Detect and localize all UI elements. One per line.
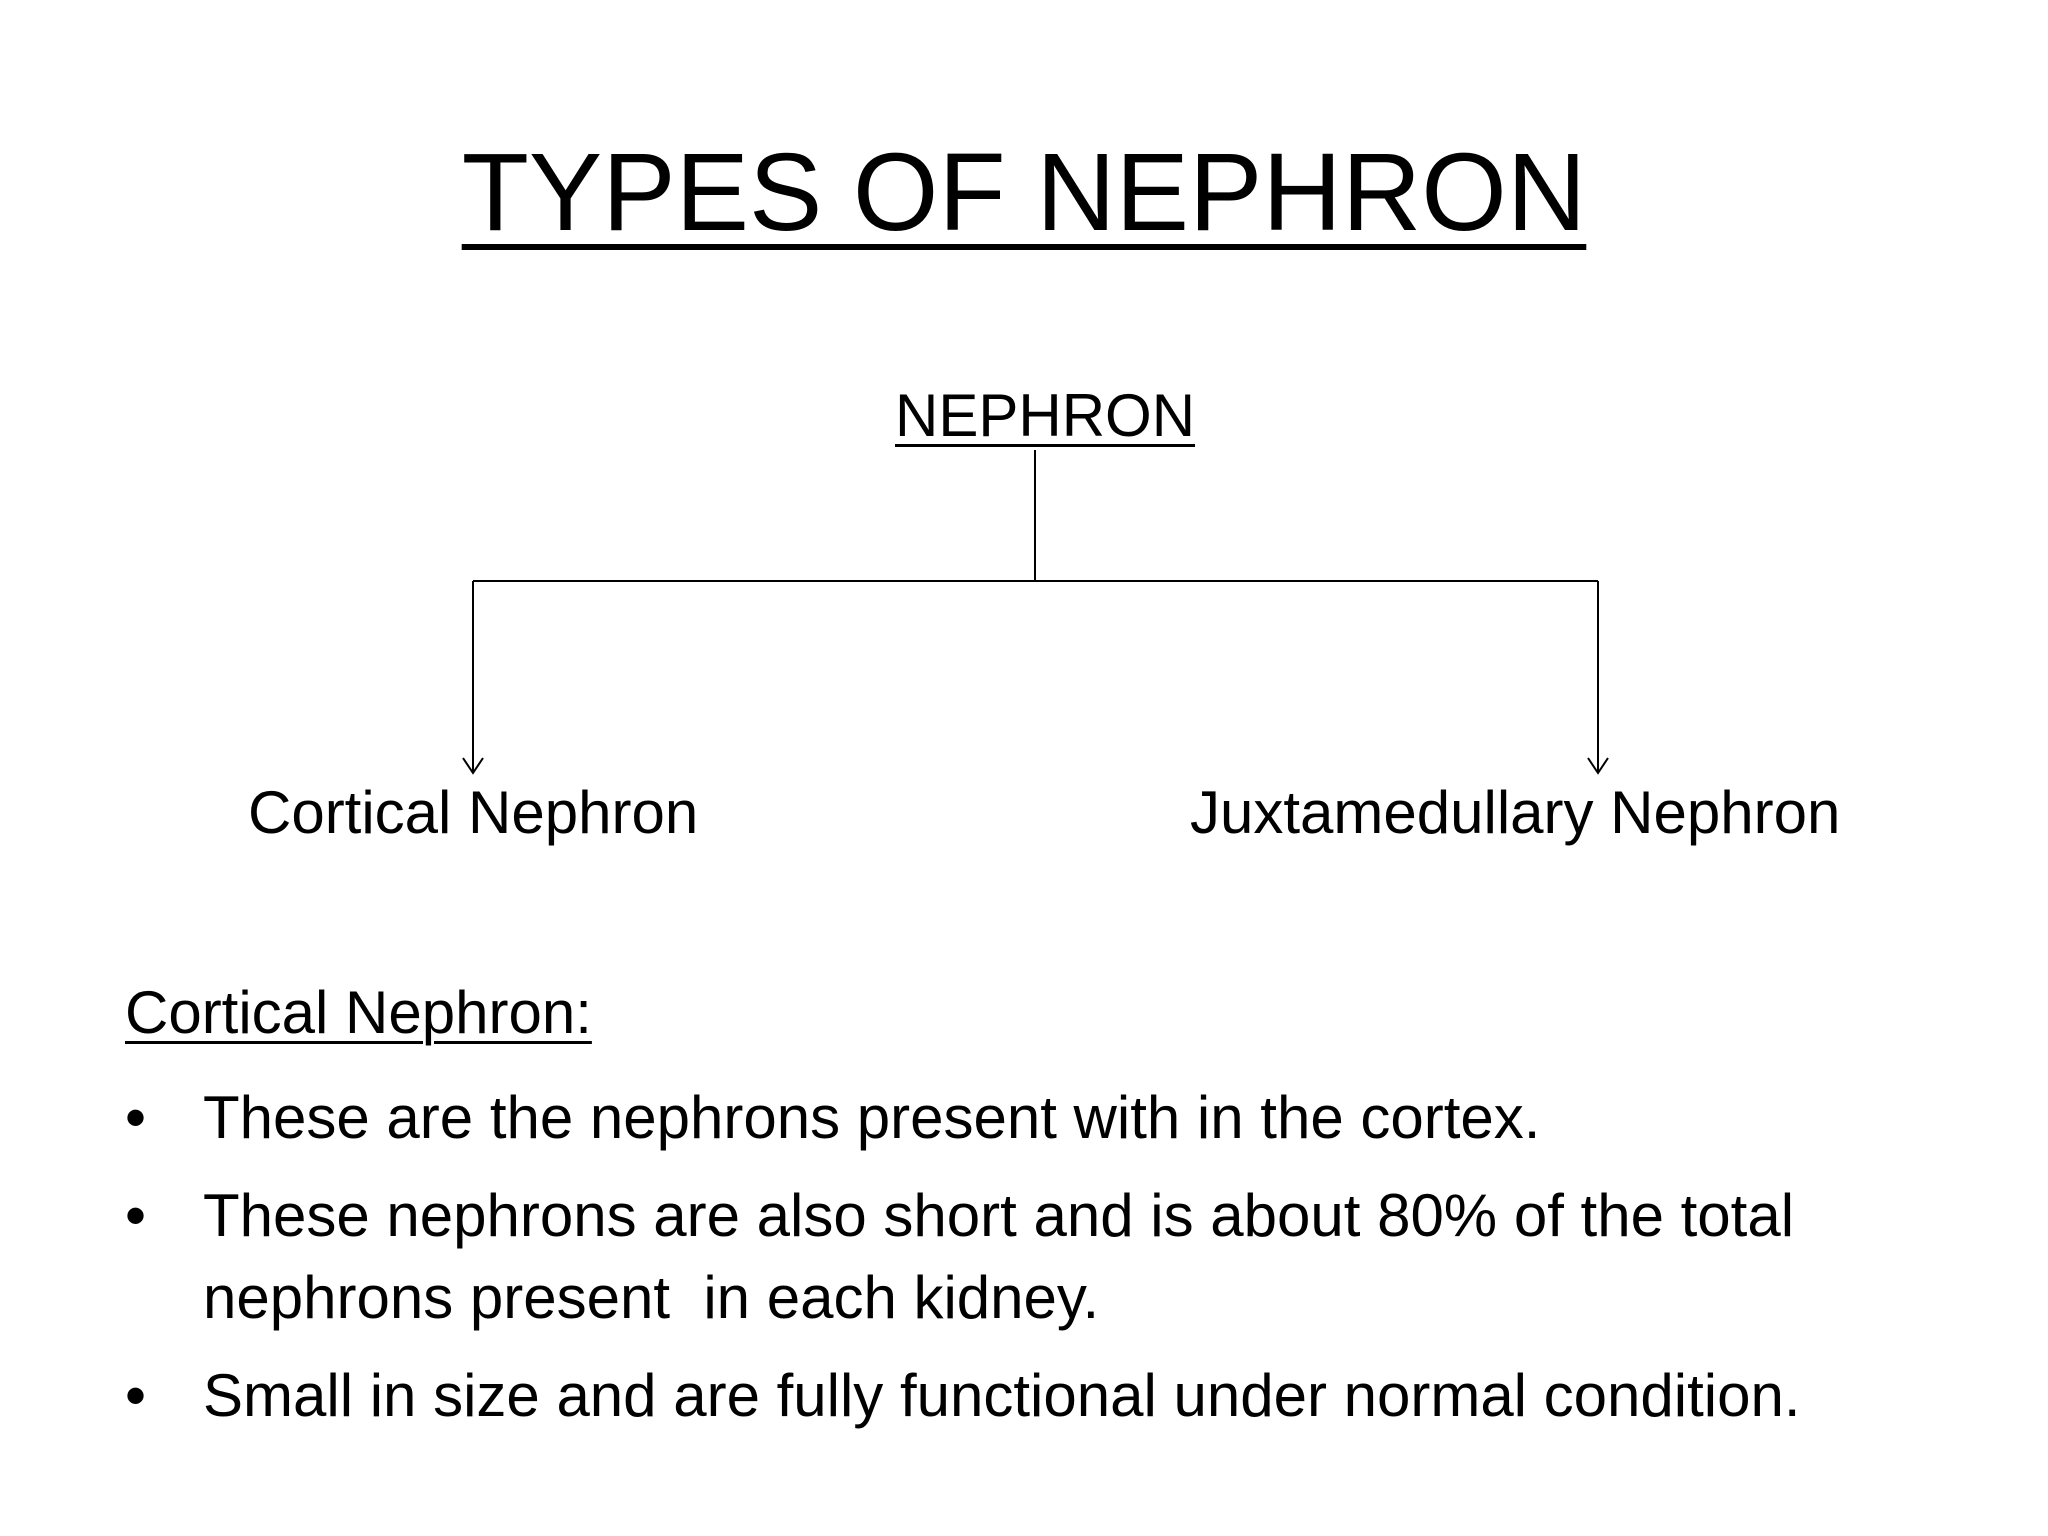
tree-child-juxtamedullary: Juxtamedullary Nephron — [1190, 779, 1841, 846]
bullet-text: These nephrons are also short and is about 80% of the total nephrons present in each kidney. — [203, 1182, 1811, 1331]
section-heading: Cortical Nephron: — [125, 979, 592, 1046]
bullet-dot-icon: • — [125, 1084, 147, 1151]
bullet-dot-icon: • — [125, 1362, 147, 1429]
bullet-item — [125, 1077, 2005, 1159]
bullet-item — [125, 1355, 2005, 1437]
tree-child-cortical: Cortical Nephron — [248, 779, 699, 846]
bullet-text: Small in size and are fully functional under normal condition. — [203, 1362, 1801, 1429]
bullet-dot-icon: • — [125, 1182, 147, 1249]
bullet-text: These are the nephrons present with in the cortex. — [203, 1084, 1541, 1151]
bullet-list — [125, 1077, 2005, 1453]
tree-root-label: NEPHRON — [895, 382, 1196, 449]
slide-title-text: TYPES OF NEPHRON — [461, 131, 1587, 254]
bullet-item — [125, 1175, 2005, 1339]
